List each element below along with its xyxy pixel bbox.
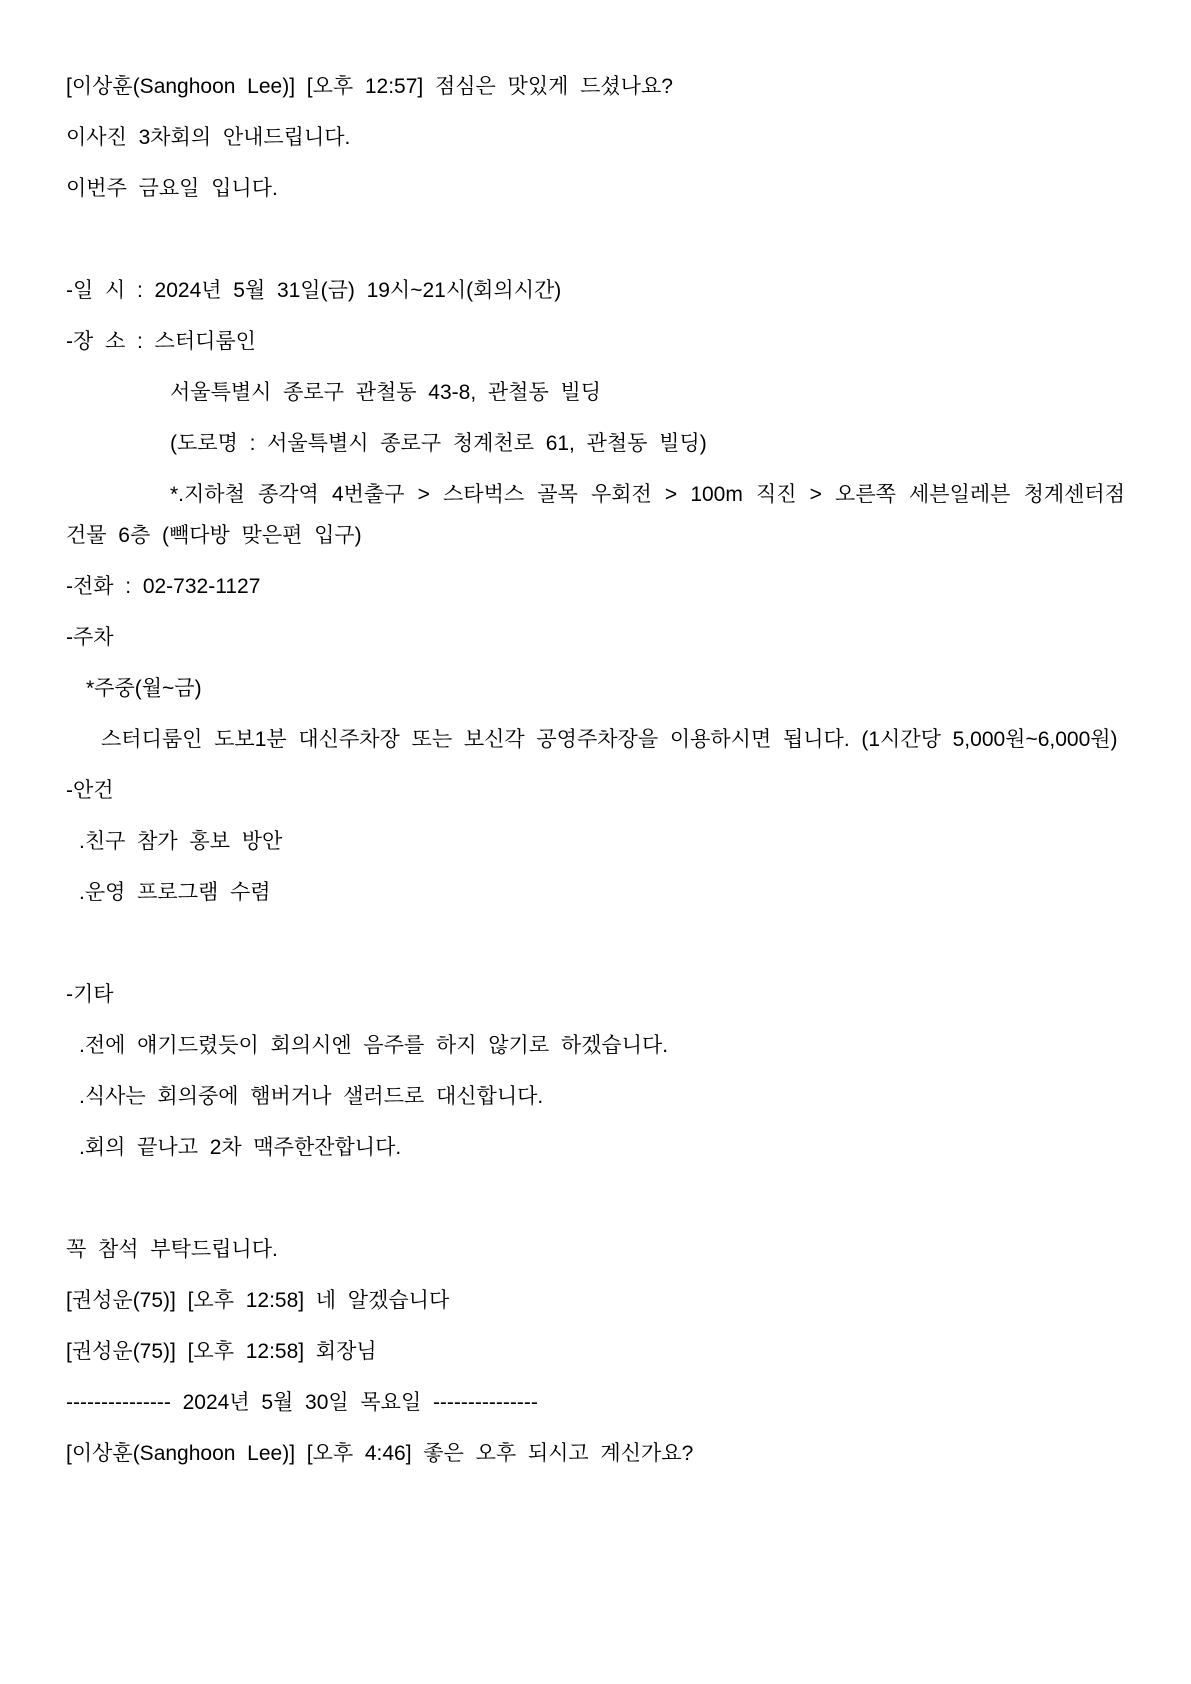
chat-message-line: [이상훈(Sanghoon Lee)] [오후 4:46] 좋은 오후 되시고 계신가요?: [66, 1442, 694, 1465]
document-text-line: 스터디룸인 도보1분 대신주차장 또는 보신각 공영주차장을 이용하시면 됩니다. (1시간당 5,000원~6,000원): [101, 728, 1118, 751]
document-text-line: *주중(월~금): [86, 677, 202, 700]
document-text-line: 서울특별시 종로구 관철동 43-8, 관철동 빌딩: [170, 381, 602, 404]
document-text-line: 꼭 참석 부탁드립니다.: [66, 1238, 278, 1261]
document-text-line: -기타: [66, 983, 114, 1006]
chat-transcript: [66, 66, 1125, 1474]
document-text-line: -주차: [66, 626, 114, 649]
blank-line: [66, 219, 1125, 260]
chat-message-line: [권성운(75)] [오후 12:58] 네 알겠습니다: [66, 1289, 450, 1312]
blank-line: [66, 1178, 1125, 1219]
date-divider-line: --------------- 2024년 5월 30일 목요일 ---------------: [66, 1391, 538, 1414]
document-text-line: .친구 참가 홍보 방안: [79, 830, 283, 853]
document-text-line: -장 소 : 스터디룸인: [66, 330, 256, 353]
document-text-line: .식사는 회의중에 햄버거나 샐러드로 대신합니다.: [79, 1085, 544, 1108]
chat-message-line: [권성운(75)] [오후 12:58] 회장님: [66, 1340, 377, 1363]
document-text-line: *.지하철 종각역 4번출구 > 스타벅스 골목 우회전 > 100m 직진 > 오른쪽 세븐일레븐 청계센터점 건물 6층 (빽다방 맞은편 입구): [66, 483, 1125, 547]
document-text-line: .운영 프로그램 수렴: [79, 881, 271, 904]
document-text-line: -일 시 : 2024년 5월 31일(금) 19시~21시(회의시간): [66, 279, 562, 302]
document-text-line: .회의 끝나고 2차 맥주한잔합니다.: [79, 1136, 402, 1159]
document-text-line: 이번주 금요일 입니다.: [66, 177, 278, 200]
document-text-line: -전화 : 02-732-1127: [66, 575, 261, 598]
document-text-line: (도로명 : 서울특별시 종로구 청계천로 61, 관철동 빌딩): [170, 432, 707, 455]
chat-message-line: [이상훈(Sanghoon Lee)] [오후 12:57] 점심은 맛있게 드셨나요?: [66, 75, 673, 98]
document-text-line: -안건: [66, 779, 114, 802]
document-text-line: 이사진 3차회의 안내드립니다.: [66, 126, 351, 149]
blank-line: [66, 923, 1125, 964]
document-text-line: .전에 얘기드렸듯이 회의시엔 음주를 하지 않기로 하겠습니다.: [79, 1034, 669, 1057]
